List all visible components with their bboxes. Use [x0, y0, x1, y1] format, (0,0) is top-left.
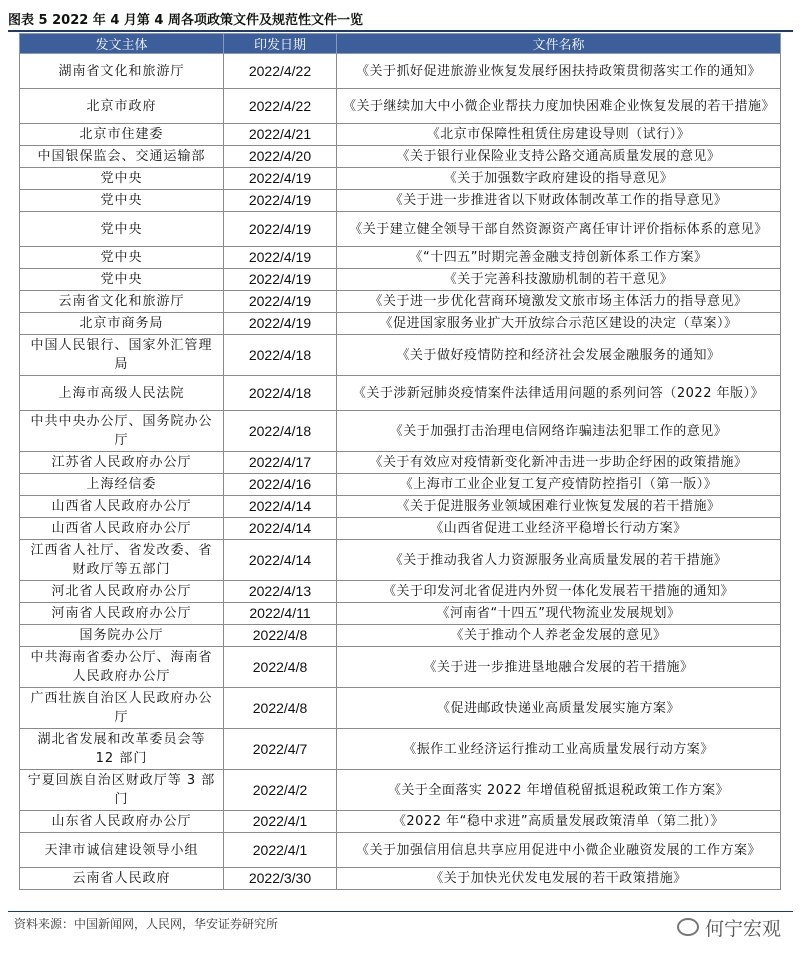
date-cell: 2022/4/19 — [224, 212, 337, 247]
page-title: 图表 5 2022 年 4 月第 4 周各项政策文件及规范性文件一览 — [8, 13, 363, 28]
date-cell: 2022/4/21 — [224, 124, 337, 146]
table-row — [20, 603, 781, 625]
doc-cell: 《关于抓好促进旅游业恢复发展纾困扶持政策贯彻落实工作的通知》 — [337, 54, 781, 89]
date-cell: 2022/4/22 — [224, 54, 337, 89]
doc-cell: 《关于进一步优化营商环境激发文旅市场主体活力的指导意见》 — [337, 291, 781, 313]
table-row — [20, 474, 781, 496]
doc-cell: 《关于印发河北省促进内外贸一体化发展若干措施的通知》 — [337, 581, 781, 603]
org-cell: 河北省人民政府办公厅 — [20, 581, 224, 603]
doc-cell: 《山西省促进工业经济平稳增长行动方案》 — [337, 518, 781, 540]
table-row — [20, 688, 781, 729]
doc-cell: 《关于做好疫情防控和经济社会发展金融服务的通知》 — [337, 335, 781, 376]
table-row — [20, 212, 781, 247]
doc-cell: 《关于促进服务业领域困难行业恢复发展的若干措施》 — [337, 496, 781, 518]
date-cell: 2022/4/14 — [224, 518, 337, 540]
org-cell: 云南省文化和旅游厅 — [20, 291, 224, 313]
org-cell: 广西壮族自治区人民政府办公厅 — [20, 688, 224, 729]
org-cell: 山西省人民政府办公厅 — [20, 496, 224, 518]
table-row — [20, 518, 781, 540]
table-row — [20, 411, 781, 452]
header-date: 印发日期 — [224, 34, 337, 54]
date-cell: 2022/3/30 — [224, 868, 337, 890]
date-cell: 2022/4/19 — [224, 247, 337, 269]
table-row — [20, 146, 781, 168]
org-cell: 北京市商务局 — [20, 313, 224, 335]
doc-cell: 《促进邮政快递业高质量发展实施方案》 — [337, 688, 781, 729]
date-cell: 2022/4/1 — [224, 833, 337, 868]
date-cell: 2022/4/8 — [224, 647, 337, 688]
org-cell: 湖北省发展和改革委员会等 12 部门 — [20, 729, 224, 770]
date-cell: 2022/4/18 — [224, 411, 337, 452]
table-row — [20, 54, 781, 89]
table-row — [20, 291, 781, 313]
table-row — [20, 729, 781, 770]
org-cell: 党中央 — [20, 247, 224, 269]
org-cell: 中国人民银行、国家外汇管理局 — [20, 335, 224, 376]
doc-cell: 《关于加强信用信息共享应用促进中小微企业融资发展的工作方案》 — [337, 833, 781, 868]
doc-cell: 《关于建立健全领导干部自然资源资产离任审计评价指标体系的意见》 — [337, 212, 781, 247]
doc-cell: 《关于完善科技激励机制的若干意见》 — [337, 269, 781, 291]
source-note: 资料来源：中国新闻网，人民网，华安证券研究所 — [14, 917, 279, 931]
table-row — [20, 770, 781, 811]
table-row — [20, 190, 781, 212]
date-cell: 2022/4/19 — [224, 291, 337, 313]
org-cell: 宁夏回族自治区财政厅等 3 部门 — [20, 770, 224, 811]
date-cell: 2022/4/8 — [224, 688, 337, 729]
doc-cell: 《关于推动个人养老金发展的意见》 — [337, 625, 781, 647]
date-cell: 2022/4/8 — [224, 625, 337, 647]
date-cell: 2022/4/16 — [224, 474, 337, 496]
doc-cell: 《2022 年“稳中求进”高质量发展政策清单（第二批）》 — [337, 811, 781, 833]
org-cell: 中共中央办公厅、国务院办公厅 — [20, 411, 224, 452]
date-cell: 2022/4/18 — [224, 376, 337, 411]
org-cell: 北京市住建委 — [20, 124, 224, 146]
org-cell: 中国银保监会、交通运输部 — [20, 146, 224, 168]
table-row — [20, 581, 781, 603]
doc-cell: 《河南省“十四五”现代物流业发展规划》 — [337, 603, 781, 625]
watermark — [677, 914, 781, 941]
date-cell: 2022/4/13 — [224, 581, 337, 603]
table-row — [20, 269, 781, 291]
doc-cell: 《关于进一步推进省以下财政体制改革工作的指导意见》 — [337, 190, 781, 212]
header-org: 发文主体 — [20, 34, 224, 54]
doc-cell: 《北京市保障性租赁住房建设导则（试行）》 — [337, 124, 781, 146]
date-cell: 2022/4/19 — [224, 269, 337, 291]
doc-cell: 《关于进一步推进垦地融合发展的若干措施》 — [337, 647, 781, 688]
doc-cell: 《关于推动我省人力资源服务业高质量发展的若干措施》 — [337, 540, 781, 581]
org-cell: 天津市诚信建设领导小组 — [20, 833, 224, 868]
date-cell: 2022/4/11 — [224, 603, 337, 625]
doc-cell: 《促进国家服务业扩大开放综合示范区建设的决定（草案）》 — [337, 313, 781, 335]
date-cell: 2022/4/7 — [224, 729, 337, 770]
date-cell: 2022/4/22 — [224, 89, 337, 124]
table-row — [20, 452, 781, 474]
org-cell: 江西省人社厅、省发改委、省财政厅等五部门 — [20, 540, 224, 581]
table-row — [20, 335, 781, 376]
org-cell: 上海市高级人民法院 — [20, 376, 224, 411]
doc-cell: 《关于继续加大中小微企业帮扶力度加快困难企业恢复发展的若干措施》 — [337, 89, 781, 124]
org-cell: 北京市政府 — [20, 89, 224, 124]
doc-cell: 《关于加强数字政府建设的指导意见》 — [337, 168, 781, 190]
table-row — [20, 168, 781, 190]
date-cell: 2022/4/17 — [224, 452, 337, 474]
table-row — [20, 247, 781, 269]
wechat-icon — [677, 918, 699, 936]
date-cell: 2022/4/2 — [224, 770, 337, 811]
doc-cell: 《上海市工业企业复工复产疫情防控指引（第一版）》 — [337, 474, 781, 496]
doc-cell: 《关于有效应对疫情新变化新冲击进一步助企纾困的政策措施》 — [337, 452, 781, 474]
org-cell: 山东省人民政府办公厅 — [20, 811, 224, 833]
org-cell: 党中央 — [20, 190, 224, 212]
watermark-label: 何宁宏观 — [704, 918, 781, 940]
org-cell: 上海经信委 — [20, 474, 224, 496]
table-row — [20, 811, 781, 833]
date-cell: 2022/4/18 — [224, 335, 337, 376]
table-row — [20, 313, 781, 335]
date-cell: 2022/4/14 — [224, 540, 337, 581]
table-row — [20, 625, 781, 647]
date-cell: 2022/4/14 — [224, 496, 337, 518]
policy-table — [19, 33, 781, 890]
footer-rule — [8, 911, 793, 912]
table-header-row — [20, 34, 781, 54]
org-cell: 党中央 — [20, 168, 224, 190]
table-row — [20, 124, 781, 146]
date-cell: 2022/4/1 — [224, 811, 337, 833]
date-cell: 2022/4/20 — [224, 146, 337, 168]
doc-cell: 《关于涉新冠肺炎疫情案件法律适用问题的系列问答（2022 年版）》 — [337, 376, 781, 411]
org-cell: 湖南省文化和旅游厅 — [20, 54, 224, 89]
date-cell: 2022/4/19 — [224, 313, 337, 335]
table-row — [20, 376, 781, 411]
doc-cell: 《关于加快光伏发电发展的若干政策措施》 — [337, 868, 781, 890]
org-cell: 国务院办公厅 — [20, 625, 224, 647]
org-cell: 党中央 — [20, 269, 224, 291]
doc-cell: 《关于银行业保险业支持公路交通高质量发展的意见》 — [337, 146, 781, 168]
doc-cell: 《振作工业经济运行推动工业高质量发展行动方案》 — [337, 729, 781, 770]
table-row — [20, 833, 781, 868]
table-row — [20, 540, 781, 581]
doc-cell: 《“十四五”时期完善金融支持创新体系工作方案》 — [337, 247, 781, 269]
org-cell: 河南省人民政府办公厅 — [20, 603, 224, 625]
title-rule — [8, 30, 793, 32]
date-cell: 2022/4/19 — [224, 168, 337, 190]
org-cell: 山西省人民政府办公厅 — [20, 518, 224, 540]
table-row — [20, 496, 781, 518]
org-cell: 党中央 — [20, 212, 224, 247]
org-cell: 云南省人民政府 — [20, 868, 224, 890]
date-cell: 2022/4/19 — [224, 190, 337, 212]
doc-cell: 《关于加强打击治理电信网络诈骗违法犯罪工作的意见》 — [337, 411, 781, 452]
doc-cell: 《关于全面落实 2022 年增值税留抵退税政策工作方案》 — [337, 770, 781, 811]
header-doc: 文件名称 — [337, 34, 781, 54]
org-cell: 江苏省人民政府办公厅 — [20, 452, 224, 474]
table-row — [20, 89, 781, 124]
table-row — [20, 868, 781, 890]
table-row — [20, 647, 781, 688]
org-cell: 中共海南省委办公厅、海南省人民政府办公厅 — [20, 647, 224, 688]
